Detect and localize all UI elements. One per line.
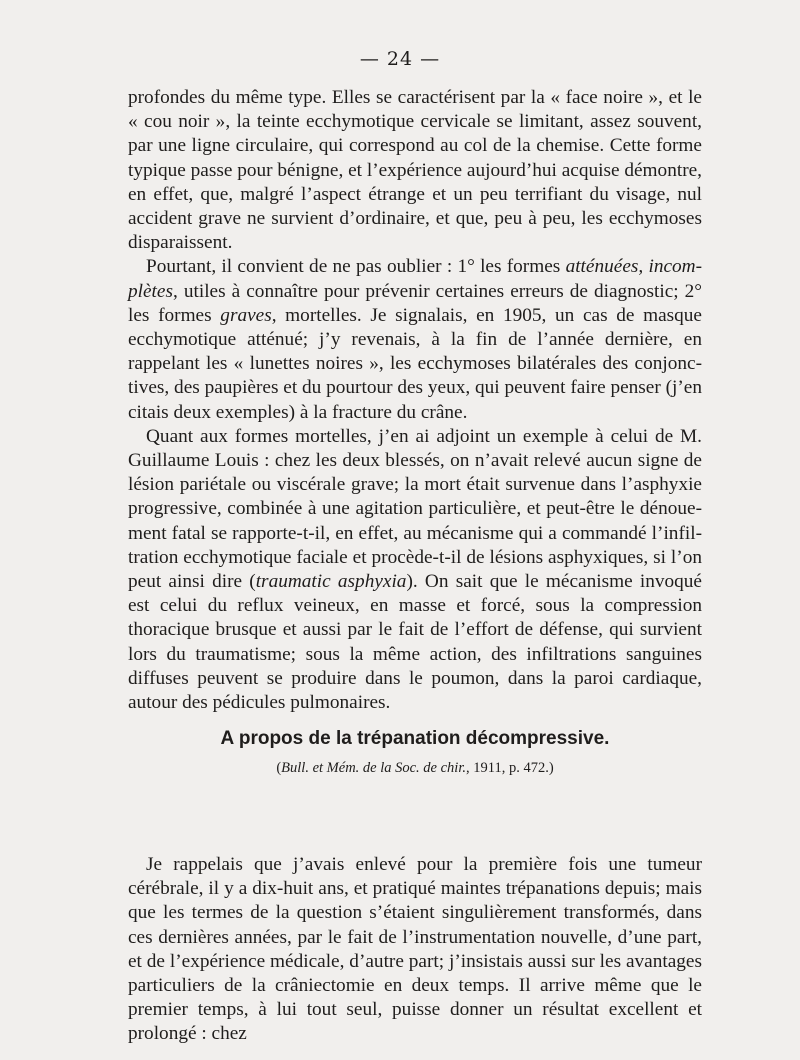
- text-run: Pourtant, il convient de ne pas oublier : 1° les formes: [146, 256, 566, 278]
- paragraph: profondes du même type. Elles se caractérisent par la « face noire », et le « cou noir », la teinte ecchymotique cervicale se limitant, assez souvent, par une ligne circulaire, qui correspond au col de la chemise. Cette forme typique passe pour bénigne, et l’expérience aujourd’hui acquise démontre, en effet, que, malgré l’aspect étrange et un peu terrifiant du visage, nul accident grave ne survient d’ordinaire, et que, peu à peu, les ecchymoses disparaissent.: [128, 87, 702, 254]
- text-run: ). On sait que le mécanisme invoqué est celui du reflux veineux, en masse et forcé, sous la compression thoracique brusque et aussi par le fait de l’effort de défense, qui survient lors du traumatisme; sous la même action, des infiltrations sanguines diffuses peuvent se produire dans le poumon, dans la paroi cardiaque, autour des pédicules pulmonaires.: [128, 571, 702, 714]
- body-section-2: [128, 853, 702, 1047]
- italic-text: traumatic asphyxia: [255, 571, 407, 593]
- source-citation: [0, 760, 800, 777]
- body-section-1: [128, 86, 702, 715]
- paragraph: [128, 255, 702, 424]
- citation-journal: Bull. et Mém. de la Soc. de chir.: [281, 760, 466, 776]
- italic-text: graves: [220, 304, 272, 326]
- text-run: Quant aux formes mortelles, j’en ai adjoint un exemple à celui de M. Guillaume Louis : chez les deux blessés, on n’avait relevé aucun signe de lésion pariétale ou viscérale grave; la mort était survenue dans l’asphyxie progressive, combinée à une agitation particulière, et peut-être le dénouement fatal se rapporte-t-il, en effet, au mécanisme qui a commandé l’infiltration ecchymotique faciale et procède-t-il de lésions asphyxiques, si l’on peut ainsi dire (: [128, 425, 702, 593]
- paragraph: [128, 425, 702, 715]
- paragraph: Je rappelais que j’avais enlevé pour la première fois une tumeur cérébrale, il y a dix-huit ans, et pratiqué maintes trépanations depuis; mais que les termes de la question s’étaient singulièrement transformés, dans ces dernières années, par le fait de l’instrumentation nouvelle, d’une part, et de l’expérience médicale, d’autre part; j’insistais aussi sur les avantages particuliers de la crâniectomie en deux temps. Il arrive même que le premier temps, à lui tout seul, puisse donner un résultat excellent et prolongé : chez: [128, 854, 702, 1045]
- citation-details: , 1911, p. 472.): [466, 760, 554, 776]
- italic-text: atténuées, incomplètes: [128, 256, 703, 302]
- page-number: — 24 —: [359, 48, 441, 70]
- citation-open: (: [276, 760, 282, 776]
- section-heading: A propos de la trépanation décompressive.: [220, 728, 610, 749]
- text-run: , utiles à connaître pour prévenir certaines erreurs de diagnostic; 2° les formes: [128, 280, 702, 326]
- text-run: , mortelles. Je signalais, en 1905, un cas de masque ecchymotique atténué; j’y revenais, à la fin de l’année dernière, en rappelant les « lunettes noires », les ecchymoses bilatérales des conjonctives, des paupières et du pourtour des yeux, qui peuvent faire penser (j’en citais deux exemples) à la fracture du crâne.: [128, 304, 702, 423]
